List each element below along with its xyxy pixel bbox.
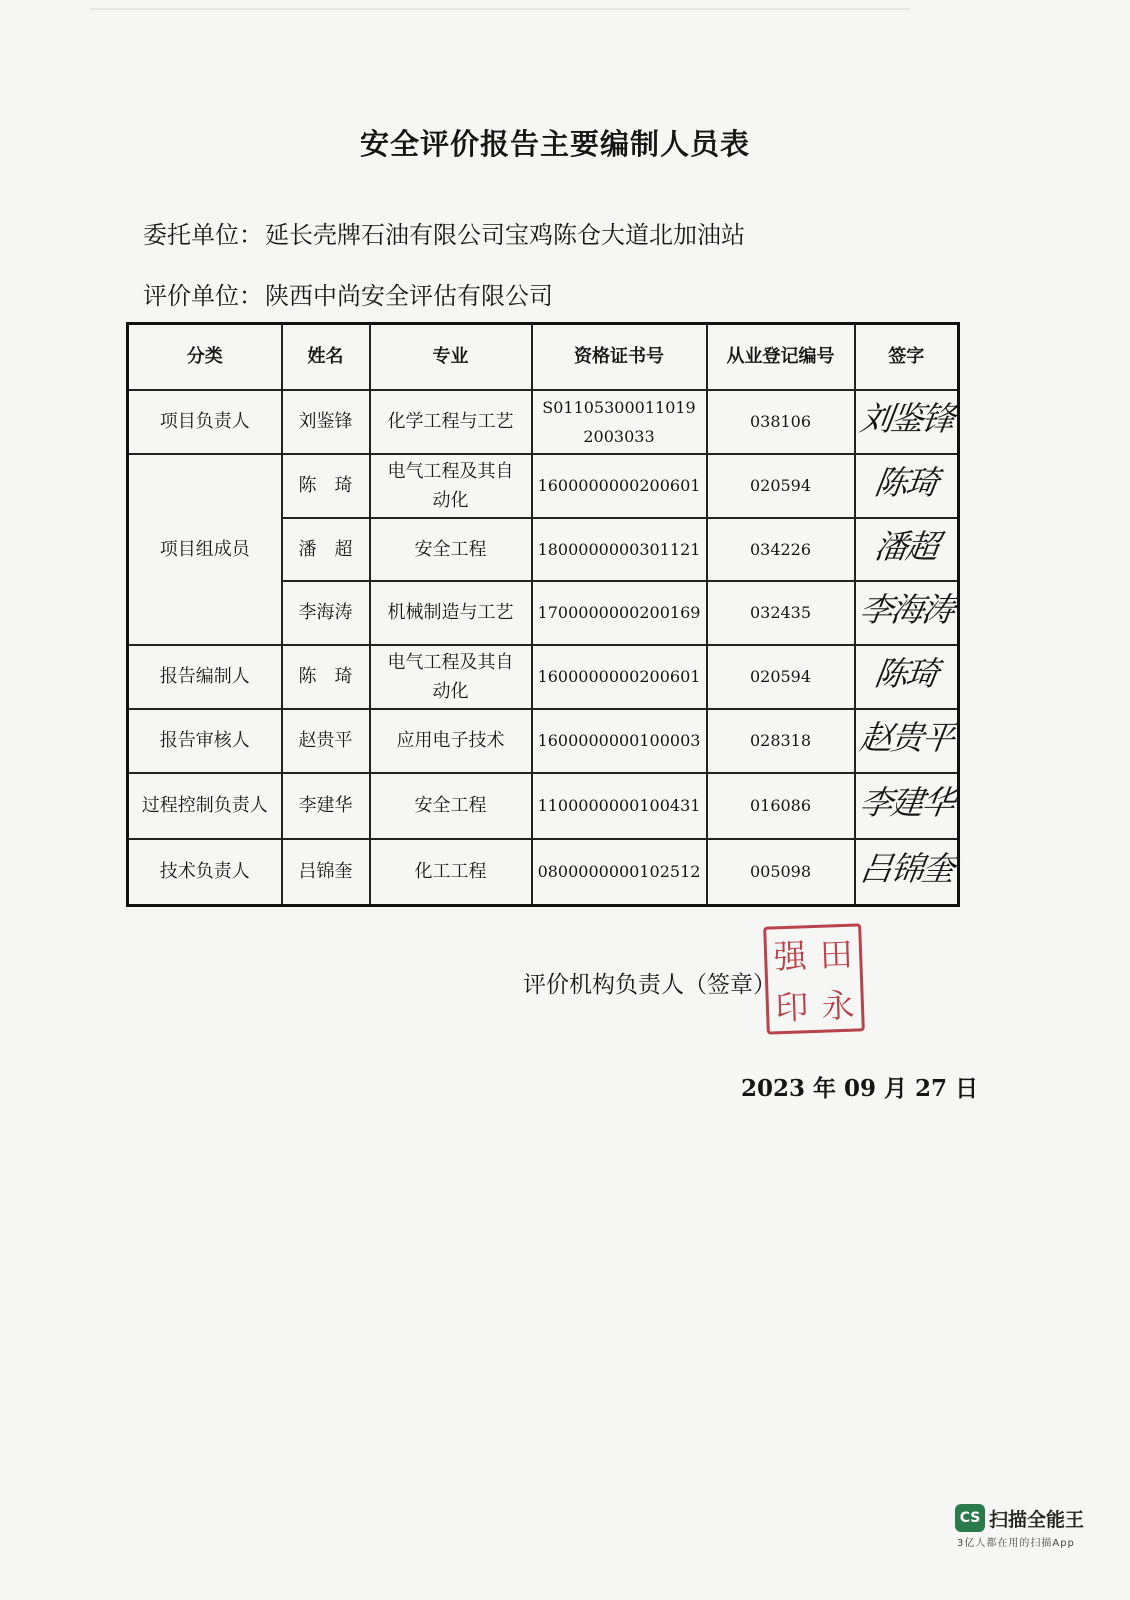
- table-row: [128, 773, 959, 839]
- header-cert: 资格证书号: [532, 324, 707, 390]
- cell-name: 刘鉴锋: [282, 390, 370, 454]
- cell-category: 报告编制人: [128, 645, 282, 709]
- signature-cell: [855, 709, 959, 773]
- evaluator-value: 陕西中尚安全评估有限公司: [265, 282, 553, 310]
- document-title: 安全评价报告主要编制人员表: [359, 127, 750, 161]
- cell-cert: 0800000000102512: [532, 839, 707, 906]
- cell-major: 应用电子技术: [370, 709, 532, 773]
- cell-major: 安全工程: [370, 518, 532, 581]
- evaluator-label: 评价单位：: [143, 282, 263, 310]
- cell-cert: 1600000000100003: [532, 709, 707, 773]
- scan-artifact: [90, 8, 910, 10]
- cell-category: 报告审核人: [128, 709, 282, 773]
- cell-major: 化学工程与工艺: [370, 390, 532, 454]
- handwritten-signature: 吕锦奎: [857, 849, 956, 889]
- cell-cert: 1700000000200169: [532, 581, 707, 645]
- scanner-watermark: [955, 1504, 1084, 1549]
- cell-name: 潘 超: [282, 518, 370, 581]
- signature-cell: [855, 454, 959, 518]
- table-row: [128, 709, 959, 773]
- cell-cert: 1600000000200601: [532, 645, 707, 709]
- cell-major: 电气工程及其自动化: [370, 454, 532, 518]
- cell-reg: 020594: [707, 454, 855, 518]
- cell-major: 安全工程: [370, 773, 532, 839]
- handwritten-signature: 刘鉴锋: [857, 399, 956, 438]
- cell-reg: 028318: [707, 709, 855, 773]
- handwritten-signature: 陈琦: [872, 463, 940, 502]
- signature-cell: [855, 645, 959, 709]
- table-row: [128, 390, 959, 454]
- cell-major: 化工工程: [370, 839, 532, 906]
- cell-reg: 032435: [707, 581, 855, 645]
- cell-reg: 016086: [707, 773, 855, 839]
- table-row: [128, 839, 959, 906]
- responsible-person-label: 评价机构负责人（签章）: [523, 972, 776, 998]
- cell-cert: 1100000000100431: [532, 773, 707, 839]
- document-date: 2023 年 09 月 27 日: [741, 1075, 979, 1102]
- table-row: [128, 645, 959, 709]
- signature-cell: [855, 390, 959, 454]
- header-signature: 签字: [855, 324, 959, 390]
- cell-name: 李海涛: [282, 581, 370, 645]
- handwritten-signature: 赵贵平: [857, 718, 956, 757]
- handwritten-signature: 陈琦: [872, 654, 940, 693]
- cell-cert: 1800000000301121: [532, 518, 707, 581]
- cell-cert: 1600000000200601: [532, 454, 707, 518]
- seal-char: 强: [773, 936, 808, 977]
- seal-char: 永: [820, 985, 856, 1026]
- handwritten-signature: 李建华: [857, 783, 956, 822]
- cell-reg: 020594: [707, 645, 855, 709]
- cell-major: 电气工程及其自动化: [370, 645, 532, 709]
- signature-cell: [855, 518, 959, 581]
- client-value: 延长壳牌石油有限公司宝鸡陈仓大道北加油站: [265, 221, 745, 249]
- handwritten-signature: 李海涛: [857, 590, 956, 629]
- client-line: [143, 215, 745, 250]
- client-label: 委托单位：: [143, 221, 263, 249]
- header-reg: 从业登记编号: [707, 324, 855, 390]
- handwritten-signature: 潘超: [872, 526, 940, 566]
- camscanner-logo-icon: CS: [955, 1504, 985, 1532]
- cell-reg: 038106: [707, 390, 855, 454]
- header-category: 分类: [128, 324, 282, 390]
- header-name: 姓名: [282, 324, 370, 390]
- cell-name: 陈 琦: [282, 645, 370, 709]
- watermark-app-name: 扫描全能王: [989, 1508, 1085, 1531]
- cell-category: 过程控制负责人: [128, 773, 282, 839]
- signature-cell: [855, 581, 959, 645]
- cell-name: 陈 琦: [282, 454, 370, 518]
- personal-seal: [763, 923, 865, 1034]
- cell-major: 机械制造与工艺: [370, 581, 532, 645]
- evaluator-line: [143, 276, 553, 311]
- staff-table: [126, 322, 960, 907]
- cell-category: 技术负责人: [128, 839, 282, 906]
- seal-char: 田: [818, 934, 854, 975]
- cell-category: 项目负责人: [128, 390, 282, 454]
- staff-table-wrapper: [126, 322, 960, 907]
- cell-name: 赵贵平: [282, 709, 370, 773]
- cell-reg: 034226: [707, 518, 855, 581]
- cell-reg: 005098: [707, 839, 855, 906]
- seal-char: 印: [774, 987, 810, 1028]
- cell-category: 项目组成员: [128, 454, 282, 645]
- watermark-tagline: 3亿人都在用的扫描App: [957, 1538, 1075, 1549]
- signature-cell: [855, 773, 959, 839]
- table-header-row: [128, 324, 959, 390]
- table-row: [128, 454, 959, 518]
- signature-cell: [855, 839, 959, 906]
- cell-cert: S011053000110192003033: [532, 390, 707, 454]
- cell-name: 吕锦奎: [282, 839, 370, 906]
- header-major: 专业: [370, 324, 532, 390]
- cell-name: 李建华: [282, 773, 370, 839]
